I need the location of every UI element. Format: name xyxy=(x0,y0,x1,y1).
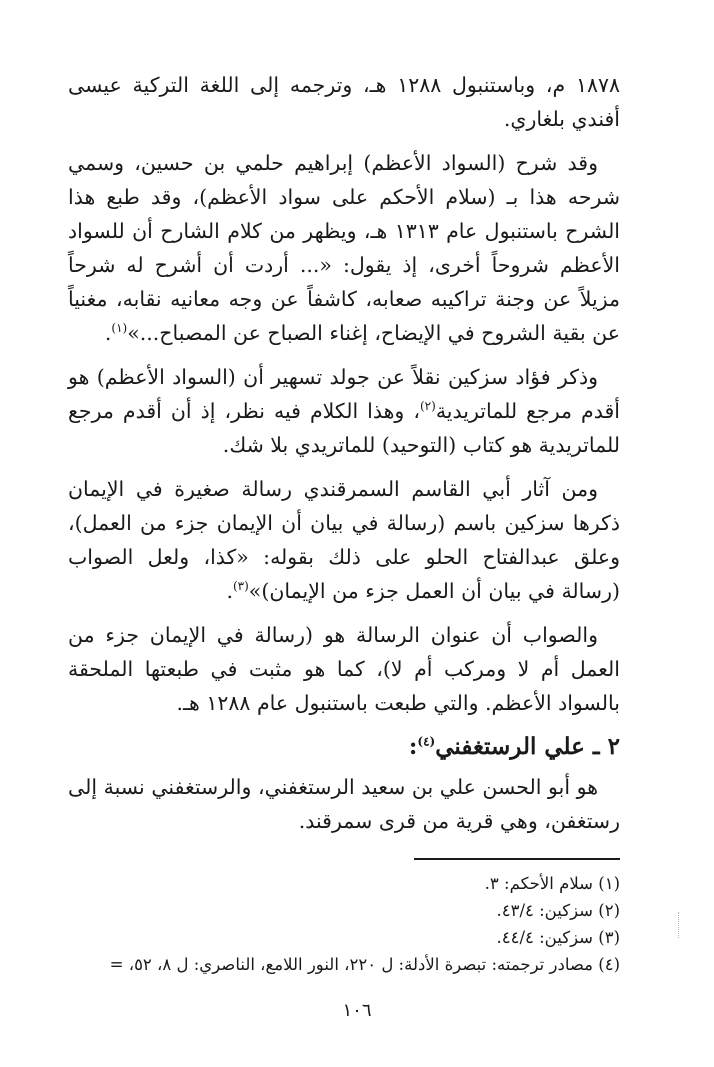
footnotes xyxy=(68,870,620,978)
paragraph-continuation xyxy=(68,68,620,136)
page-number: ١٠٦ xyxy=(342,1000,372,1021)
paragraph-rustughfani xyxy=(68,770,620,838)
paragraph-correct-title xyxy=(68,618,620,720)
paragraph-text: ومن آثار أبي القاسم السمرقندي رسالة صغيرة في الإيمان ذكرها سزكين باسم (رسالة في بيان أن الإيمان جزء من العمل)، وعلق عبدالفتاح الحلو على ذلك بقوله: «كذا، ولعل الصواب (رسالة في بيان أن العمل جزء من الإيمان)» xyxy=(68,477,620,603)
margin-mark xyxy=(678,912,680,938)
paragraph-text: ١٨٧٨ م، وباستنبول ١٢٨٨ هـ، وترجمه إلى اللغة التركية عيسى أفندي بلغاري. xyxy=(68,73,620,131)
footnote-2: (٢) سزكين: ٤٣/٤. xyxy=(496,901,620,920)
footnote-3: (٣) سزكين: ٤٤/٤. xyxy=(496,928,620,947)
footnote-ref-1[interactable]: (١) xyxy=(111,321,128,336)
paragraph-text: وذكر فؤاد سزكين نقلاً عن جولد تسهير أن (السواد الأعظم) هو أقدم مرجع للماتريدية xyxy=(68,365,620,423)
paragraph-samarqandi-works: ومن آثار أبي القاسم السمرقندي رسالة صغيرة في الإيمان ذكرها سزكين باسم (رسالة في بيان أن الإيمان جزء من العمل)، وعلق عبدالفتاح الحلو على ذلك بقوله: «كذا، ولعل الصواب (رسالة في بيان أن العمل جزء من الإيمان)»$^{(٣)}$. xyxy=(68,477,620,603)
paragraph-text: وقد شرح (السواد الأعظم) إبراهيم حلمي بن حسين، وسمي شرحه هذا بـ (سلام الأحكم على سواد الأعظم)، وقد طبع هذا الشرح باستنبول عام ١٣١٣ هـ، ويظهر من كلام الشارح أن للسواد الأعظم شروحاً أخرى، إذ يقول: «... أردت أن أشرح له شرحاً مزيلاً عن وجنة تراكيبه صعابه، كاشفاً عن وجه معانيه نقابه، مغنياً عن بقية الشروح في الإيضاح، إغناء الصباح عن المصباح...» xyxy=(68,151,621,345)
footnote-divider xyxy=(414,858,620,860)
footnote-ref-2[interactable]: (٢) xyxy=(419,399,436,414)
footnote-ref-3[interactable]: (٣) xyxy=(232,579,249,594)
footnote-4: (٤) مصادر ترجمته: تبصرة الأدلة: ل ٢٢٠، النور اللامع، الناصري: ل ٨، ٥٢، = xyxy=(109,955,620,974)
footnote-1: (١) سلام الأحكم: ٣. xyxy=(484,874,620,893)
footnote-ref-4[interactable]: (٤) xyxy=(417,734,436,749)
paragraph-text: والصواب أن عنوان الرسالة هو (رسالة في الإيمان جزء من العمل أم لا ومركب أم لا)، كما هو مثبت في طبعتها الملحقة بالسواد الأعظم. والتي طبعت باستنبول عام ١٢٨٨ هـ. xyxy=(68,623,620,715)
paragraph-commentary: وقد شرح (السواد الأعظم) إبراهيم حلمي بن حسين، وسمي شرحه هذا بـ (سلام الأحكم على سواد الأعظم)، وقد طبع هذا الشرح باستنبول عام ١٣١٣ هـ، ويظهر من كلام الشارح أن للسواد الأعظم شروحاً أخرى، إذ يقول: «... أردت أن أشرح له شرحاً مزيلاً عن وجنة تراكيبه صعابه، كاشفاً عن وجه معانيه نقابه، مغنياً عن بقية الشروح في الإيضاح، إغناء الصباح عن المصباح...»$^{(١)}$. xyxy=(68,151,621,345)
paragraph-text: ، وهذا الكلام فيه نظر، إذ أن أقدم مرجع للماتريدية هو كتاب (التوحيد) للماتريدي بلا شك. xyxy=(68,399,620,457)
section-heading xyxy=(68,730,620,764)
paragraph-sezgin xyxy=(68,360,620,462)
paragraph-text: هو أبو الحسن علي بن سعيد الرستغفني، والرستغفني نسبة إلى رستغفن، وهي قرية من قرى سمرقند. xyxy=(68,775,620,833)
heading-suffix: : xyxy=(408,733,418,760)
page-body xyxy=(68,68,620,978)
heading-text: ٢ ـ علي الرستغفني xyxy=(435,733,620,760)
